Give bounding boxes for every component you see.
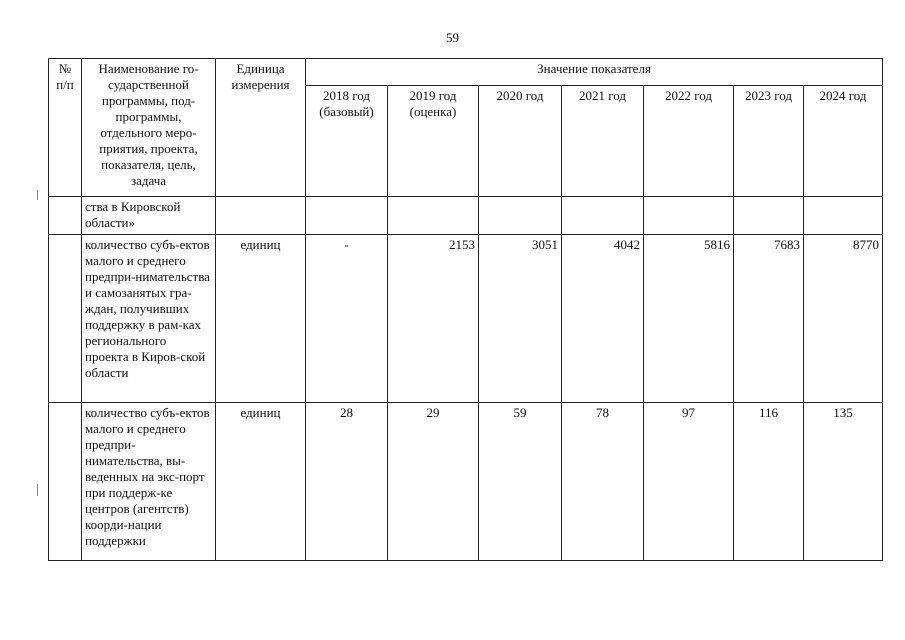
row-value-2023: 7683 — [734, 235, 804, 403]
table-row — [49, 235, 883, 403]
header-row-top — [49, 59, 883, 86]
row-value-2022 — [644, 197, 734, 235]
row-value-2019: 29 — [388, 403, 479, 561]
row-value-2020: 59 — [479, 403, 562, 561]
row-value-2021: 78 — [562, 403, 644, 561]
row-num — [49, 235, 82, 403]
row-num — [49, 403, 82, 561]
header-name: Наименование го-сударственной программы, под-программы, отдельного меро-приятия, проекта, показателя, цель, задача — [82, 59, 216, 197]
row-value-2024: 135 — [804, 403, 883, 561]
header-year-2024: 2024 год — [804, 86, 883, 197]
row-value-2022: 5816 — [644, 235, 734, 403]
row-name: ства в Кировской области» — [82, 197, 216, 235]
header-year-2022: 2022 год — [644, 86, 734, 197]
row-value-2018: - — [306, 235, 388, 403]
row-value-2024 — [804, 197, 883, 235]
row-value-2018 — [306, 197, 388, 235]
row-value-2022: 97 — [644, 403, 734, 561]
row-num — [49, 197, 82, 235]
row-value-2021 — [562, 197, 644, 235]
table-row — [49, 197, 883, 235]
indicators-table — [48, 58, 883, 561]
scan-mark — [37, 190, 38, 200]
header-year-2018: 2018 год (базовый) — [306, 86, 388, 197]
row-name: количество субъ-ектов малого и среднего предпри-нимательства и самозанятых гра-ждан, получивших поддержку в рам-ках регионального проекта в Киров-ской области — [82, 235, 216, 403]
header-unit: Единица измерения — [216, 59, 306, 197]
row-value-2024: 8770 — [804, 235, 883, 403]
row-value-2019 — [388, 197, 479, 235]
row-value-2023: 116 — [734, 403, 804, 561]
row-unit: единиц — [216, 403, 306, 561]
row-value-2018: 28 — [306, 403, 388, 561]
header-value-group: Значение показателя — [306, 59, 883, 86]
page-number: 59 — [446, 30, 459, 45]
header-year-2020: 2020 год — [479, 86, 562, 197]
row-value-2019: 2153 — [388, 235, 479, 403]
table-row — [49, 403, 883, 561]
row-unit: единиц — [216, 235, 306, 403]
header-year-2021: 2021 год — [562, 86, 644, 197]
row-value-2020: 3051 — [479, 235, 562, 403]
header-year-2019: 2019 год (оценка) — [388, 86, 479, 197]
row-value-2023 — [734, 197, 804, 235]
row-value-2021: 4042 — [562, 235, 644, 403]
row-name: количество субъ-ектов малого и среднего предпри-нимательства, вы-веденных на экс-порт при поддерж-ке центров (агентств) коорди-нации поддержки — [82, 403, 216, 561]
header-year-2023: 2023 год — [734, 86, 804, 197]
scan-mark — [37, 484, 38, 496]
row-value-2020 — [479, 197, 562, 235]
row-unit — [216, 197, 306, 235]
header-num: № п/п — [49, 59, 82, 197]
